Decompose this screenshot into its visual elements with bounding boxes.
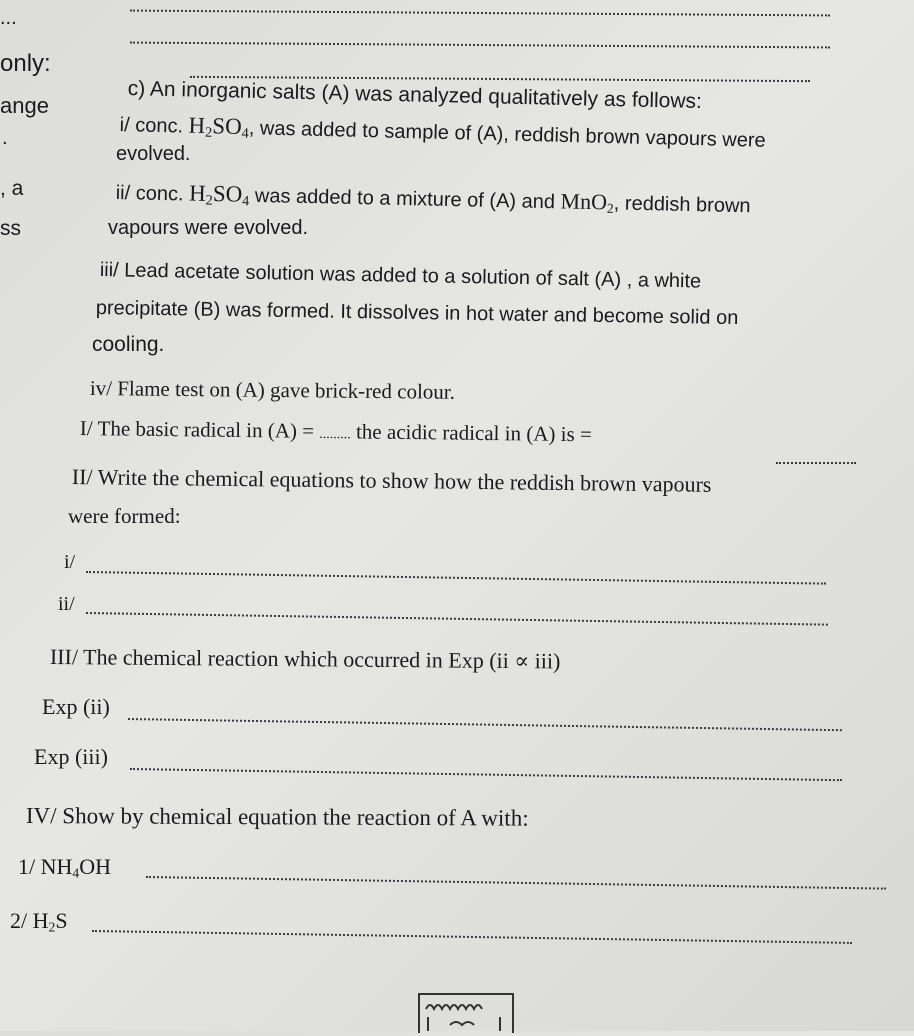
margin-text: only: — [0, 50, 51, 77]
formula-part: H — [188, 180, 206, 206]
question-iv-item-1 — [18, 854, 111, 881]
question-i-acidic: the acidic radical in (A) is = — [350, 419, 592, 447]
formula-part: S — [55, 908, 68, 933]
formula-part: MnO — [560, 188, 608, 215]
question-i — [80, 418, 592, 445]
margin-text: ss — [0, 217, 21, 240]
margin-text: . — [2, 127, 8, 149]
step-iii-line-3: cooling. — [92, 333, 165, 356]
formula-subscript: 2 — [205, 192, 213, 209]
answer-line-exp-ii — [128, 718, 842, 731]
formula-subscript: 2 — [48, 919, 56, 935]
formula-subscript: 2 — [204, 124, 213, 141]
page-stamp — [418, 993, 514, 1033]
step-ii-text: was added to a mixture of (A) and — [249, 184, 561, 214]
formula-subscript: 4 — [241, 193, 250, 210]
step-iii-line-1: iii/ Lead acetate solution was added to a solution of salt (A) , a white — [99, 259, 702, 293]
formula-subscript: 4 — [241, 125, 249, 142]
step-ii-label: ii/ conc. — [115, 181, 190, 206]
step-iv: iv/ Flame test on (A) gave brick-red colour. — [89, 376, 456, 404]
formula-part: SO — [212, 181, 243, 207]
part-c-intro: c) An inorganic salts (A) was analyzed qualitatively as follows: — [127, 77, 703, 114]
formula-part: H — [188, 112, 206, 139]
question-ii-continued: were formed: — [68, 504, 181, 528]
answer-blank-acidic — [776, 462, 856, 464]
answer-line-h2s — [92, 930, 852, 944]
question-i-blank: ......... — [319, 426, 351, 443]
step-ii-continued: vapours were evolved. — [108, 217, 309, 239]
question-i-basic: I/ The basic radical in (A) = — [79, 416, 320, 443]
formula-subscript: 4 — [72, 865, 80, 881]
step-ii-text-end: , reddish brown — [613, 192, 751, 218]
step-i-label: i/ conc. — [119, 113, 189, 138]
question-iii: III/ The chemical reaction which occurred in Exp (ii ∝ iii) — [49, 644, 561, 674]
step-ii-line — [116, 180, 751, 216]
formula-part: OH — [79, 854, 111, 879]
answer-line-i — [86, 571, 826, 585]
formula-part: 1/ NH — [18, 854, 73, 879]
formula-mno2 — [560, 188, 614, 214]
margin-text: , a — [0, 177, 24, 200]
question-iv-item-2 — [10, 908, 68, 935]
formula-h2so4 — [188, 112, 249, 142]
margin-text: ange — [0, 93, 49, 118]
formula-subscript: 2 — [606, 200, 614, 216]
formula-h2so4 — [188, 180, 250, 210]
question-iv: IV/ Show by chemical equation the reaction of A with: — [25, 803, 529, 831]
margin-text: ... — [0, 7, 17, 29]
answer-line-exp-iii — [130, 768, 842, 781]
exp-iii-label: Exp (iii) — [34, 744, 108, 769]
stamp-scribble-icon — [420, 995, 508, 1031]
answer-line-top-1 — [130, 10, 830, 17]
step-i-continued: evolved. — [116, 143, 191, 165]
answer-line-ii — [86, 612, 828, 626]
answer-label-ii: ii/ — [58, 593, 75, 615]
step-i-text: , was added to sample of (A), reddish brown vapours were — [248, 117, 766, 152]
question-ii: II/ Write the chemical equations to show how the reddish brown vapours — [71, 464, 712, 497]
formula-part: SO — [212, 113, 243, 139]
answer-line-nh4oh — [146, 876, 886, 890]
answer-line-top-2 — [130, 42, 830, 49]
answer-label-i: i/ — [64, 551, 76, 573]
step-i-line — [119, 112, 766, 151]
exp-ii-label: Exp (ii) — [42, 694, 110, 719]
formula-part: 2/ H — [10, 908, 49, 933]
step-iii-line-2: precipitate (B) was formed. It dissolves in hot water and become solid on — [95, 297, 739, 330]
